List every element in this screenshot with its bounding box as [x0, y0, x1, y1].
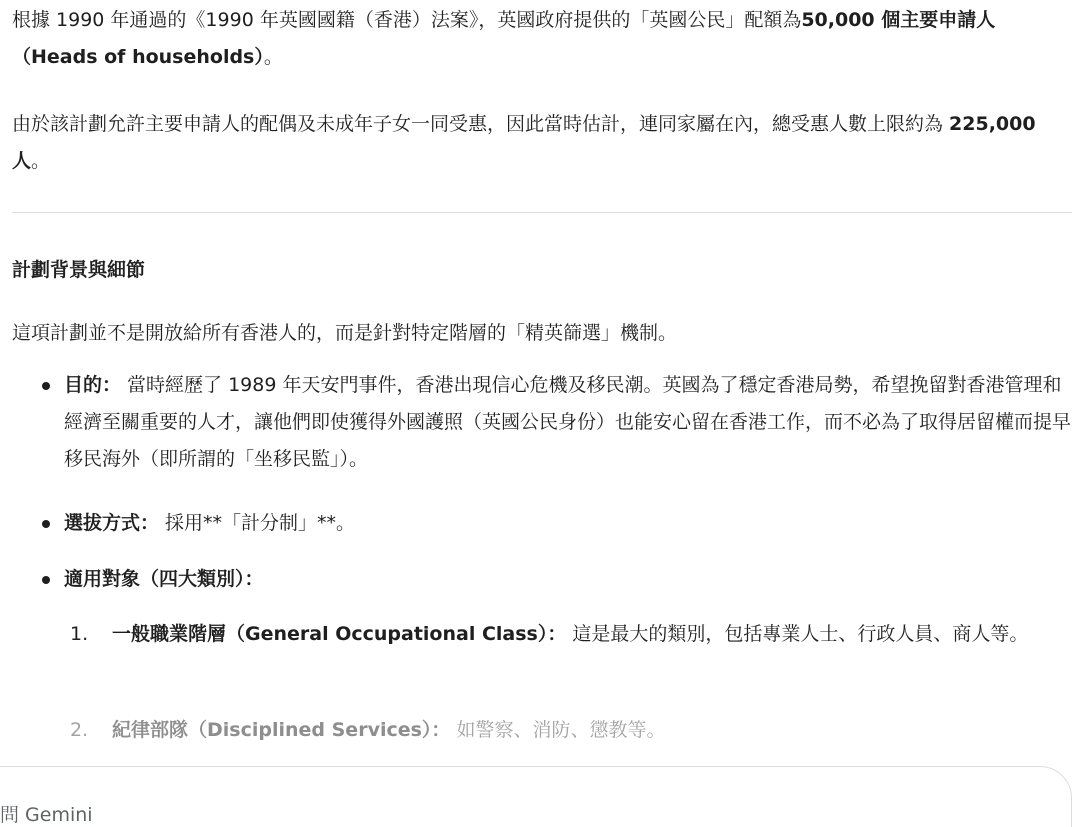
- prompt-input[interactable]: 問 Gemini: [0, 804, 93, 826]
- numbered-item-body: 這是最大的類別，包括專業人士、行政人員、商人等。: [566, 623, 1029, 645]
- list-number: 1.: [70, 623, 89, 645]
- paragraph-quota: [12, 2, 1072, 76]
- list-item-label: 適用對象（四大類別）：: [64, 568, 264, 590]
- paragraph-text-end: 。: [263, 46, 283, 68]
- list-item-text: [64, 367, 1072, 478]
- numbered-item-body: 如警察、消防、懲教等。: [450, 719, 666, 741]
- paragraph-text: 由於該計劃允許主要申請人的配偶及未成年子女一同受惠，因此當時估計，連同家屬在內，總受惠人數上限約為: [12, 113, 950, 135]
- intro-paragraph: 這項計劃並不是開放給所有香港人的，而是針對特定階層的「精英篩選」機制。: [12, 322, 678, 344]
- prompt-input-box[interactable]: [0, 766, 1072, 827]
- paragraph-beneficiaries: [12, 106, 1072, 180]
- numbered-item-text: [112, 712, 1072, 749]
- list-item-label: 目的：: [64, 374, 122, 396]
- numbered-item-label: 一般職業階層（General Occupational Class）：: [112, 623, 567, 645]
- bullet-icon: [42, 382, 50, 390]
- list-item-text: [64, 561, 1072, 598]
- list-item-label: 選拔方式：: [64, 512, 160, 534]
- paragraph-text-end: 。: [31, 150, 51, 172]
- bullet-icon: [42, 576, 50, 584]
- section-divider: [12, 212, 1072, 213]
- paragraph-bold-text: 225,000 人: [12, 113, 1036, 172]
- paragraph-text: 根據 1990 年通過的《1990 年英國國籍（香港）法案》，英國政府提供的「英國公民」配額為: [12, 9, 802, 31]
- list-number: 2.: [70, 719, 89, 741]
- bullet-icon: [42, 520, 50, 528]
- section-heading: 計劃背景與細節: [12, 259, 146, 281]
- numbered-item-text: [112, 616, 1072, 653]
- list-item-body: 當時經歷了 1989 年天安門事件，香港出現信心危機及移民潮。英國為了穩定香港局勢，希望挽留對香港管理和經濟至關重要的人才，讓他們即使獲得外國護照（英國公民身份）也能安心留在香港工作，而不必為了取得居留權而提早移民海外（即所謂的「坐移民監」）。: [64, 374, 1072, 470]
- list-item-body: 採用**「計分制」**。: [159, 512, 356, 534]
- numbered-item-label: 紀律部隊（Disciplined Services）：: [112, 719, 451, 741]
- list-item-text: [64, 505, 1072, 542]
- paragraph-bold-text: 50,000 個主要申請人（Heads of households）: [12, 9, 996, 68]
